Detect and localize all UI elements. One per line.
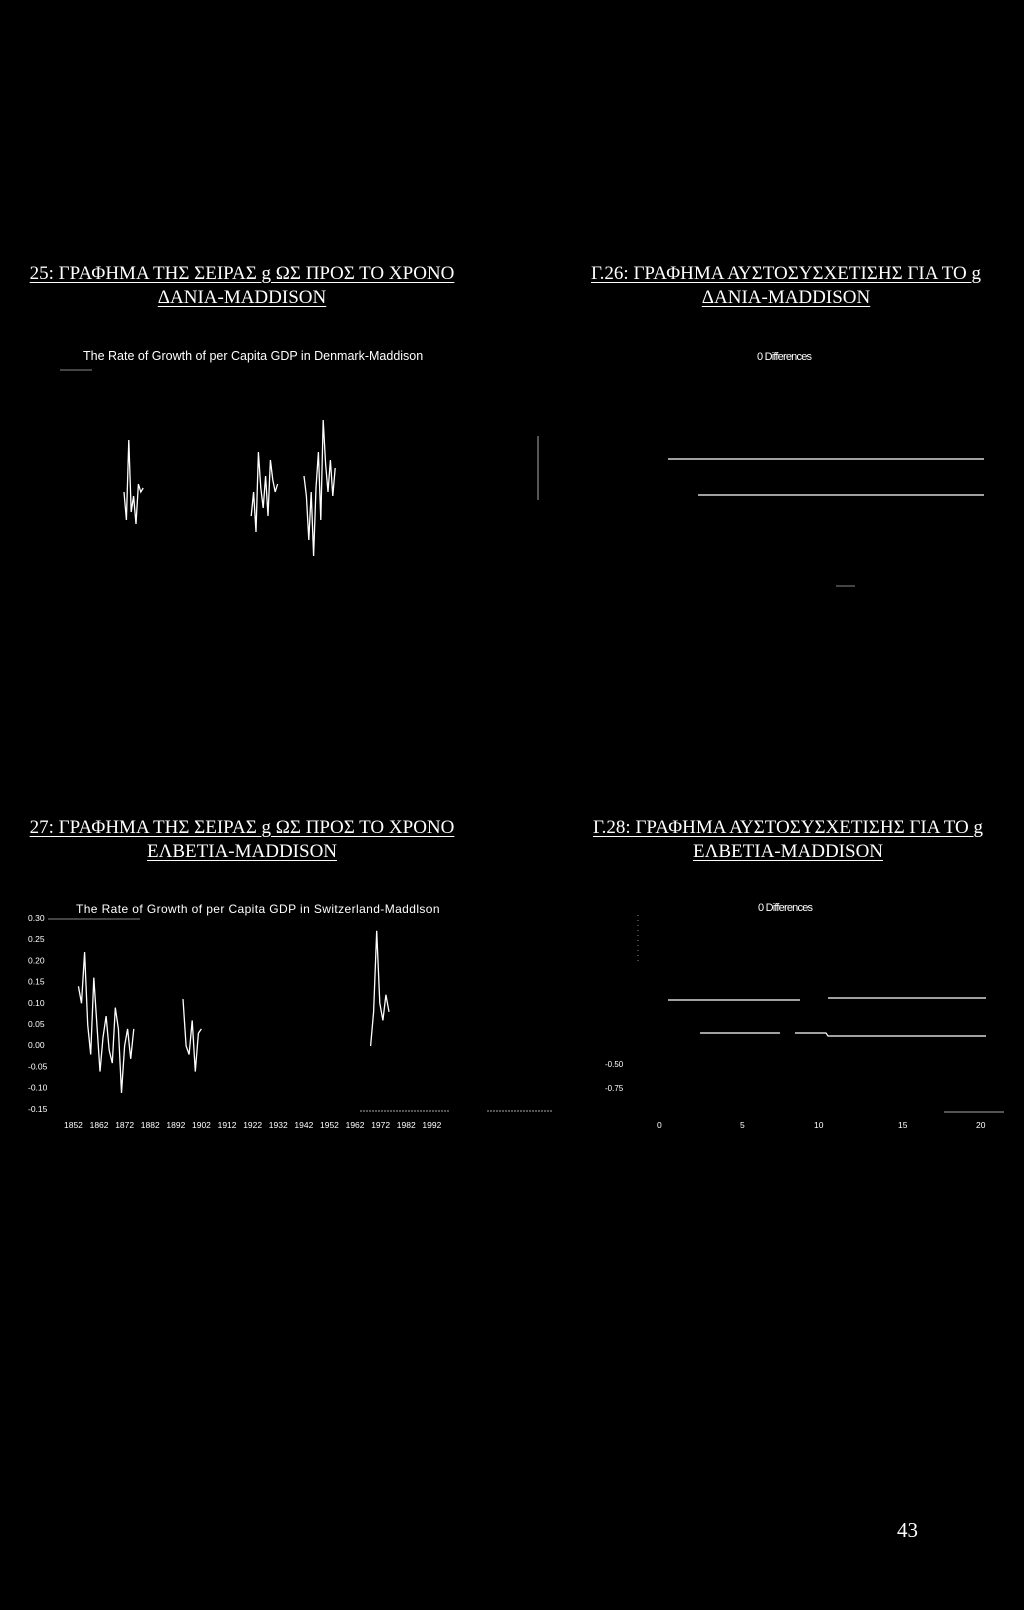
- y-tick-label: 0.30: [28, 913, 45, 923]
- chart-1-title: The Rate of Growth of per Capita GDP in Denmark-Maddison: [83, 349, 424, 363]
- y-tick-label: 0.20: [28, 955, 45, 966]
- y-tick-label: -0.10: [28, 1082, 48, 1093]
- x-tick-label: 1962: [345, 1120, 365, 1130]
- y-tick-label: 0.10: [28, 997, 45, 1008]
- x-tick-label: 1872: [115, 1120, 135, 1130]
- y-tick-label: -0.75: [605, 1084, 624, 1093]
- figure-25-title-line1: 25: ΓΡΑΦΗΜΑ ΤΗΣ ΣΕΙΡΑΣ g ΩΣ ΠΡΟΣ ΤΟ ΧΡΟΝΟ: [29, 263, 455, 284]
- x-tick-label: 15: [898, 1120, 908, 1130]
- chart-3-title: The Rate of Growth of per Capita GDP in Switzerland-Maddlson: [76, 902, 440, 916]
- page-number: 43: [897, 1518, 918, 1542]
- x-tick-label: 1992: [422, 1120, 442, 1130]
- figure-26-title-line2: ΔΑΝΙΑ-MADDISON: [701, 287, 871, 308]
- figure-26-title-line1: Γ.26: ΓΡΑΦΗΜΑ ΑΥΣΤΟΣΥΣΧΕΤΙΣΗΣ ΓΙΑ ΤΟ g: [590, 263, 982, 284]
- y-tick-label: -0.05: [28, 1061, 48, 1072]
- x-tick-label: 1922: [243, 1120, 263, 1130]
- y-tick-label: 0.25: [28, 934, 45, 945]
- y-tick-label: 0.00: [28, 1040, 45, 1051]
- x-tick-label: 10: [814, 1120, 824, 1130]
- x-tick-label: 1972: [371, 1120, 391, 1130]
- figure-27-title-line1: 27: ΓΡΑΦΗΜΑ ΤΗΣ ΣΕΙΡΑΣ g ΩΣ ΠΡΟΣ ΤΟ ΧΡΟΝΟ: [29, 817, 455, 838]
- x-tick-label: 1882: [140, 1120, 160, 1130]
- y-tick-label: 0.15: [28, 976, 45, 987]
- chart-4-title: 0 Differences: [758, 902, 813, 914]
- figure-28-title-line2: ΕΛΒΕΤΙΑ-MADDISON: [692, 841, 884, 862]
- figure-27-title-line2: ΕΛΒΕΤΙΑ-MADDISON: [146, 841, 338, 862]
- x-tick-label: 1952: [320, 1120, 339, 1130]
- x-tick-label: 1982: [396, 1120, 416, 1130]
- chart-2-title: 0 Differences: [757, 351, 812, 363]
- x-tick-label: 1852: [64, 1120, 83, 1130]
- x-tick-label: 1912: [217, 1120, 237, 1130]
- y-tick-label: 0.05: [28, 1019, 45, 1029]
- y-tick-label: -0.50: [605, 1060, 624, 1069]
- figure-28-title-line1: Γ.28: ΓΡΑΦΗΜΑ ΑΥΣΤΟΣΥΣΧΕΤΙΣΗΣ ΓΙΑ ΤΟ g: [592, 817, 984, 838]
- x-tick-label: 1932: [268, 1120, 288, 1130]
- x-tick-label: 1942: [294, 1120, 314, 1130]
- x-tick-label: 20: [976, 1120, 986, 1130]
- x-tick-label: 1892: [166, 1120, 186, 1130]
- x-tick-label: 1862: [89, 1120, 109, 1130]
- x-tick-label: 5: [740, 1120, 745, 1130]
- acf-line-4: [795, 1033, 986, 1036]
- y-tick-label: -0.15: [28, 1103, 48, 1114]
- x-tick-label: 0: [657, 1120, 662, 1130]
- figure-25-title-line2: ΔΑΝΙΑ-MADDISON: [157, 287, 327, 308]
- x-tick-label: 1902: [192, 1120, 211, 1130]
